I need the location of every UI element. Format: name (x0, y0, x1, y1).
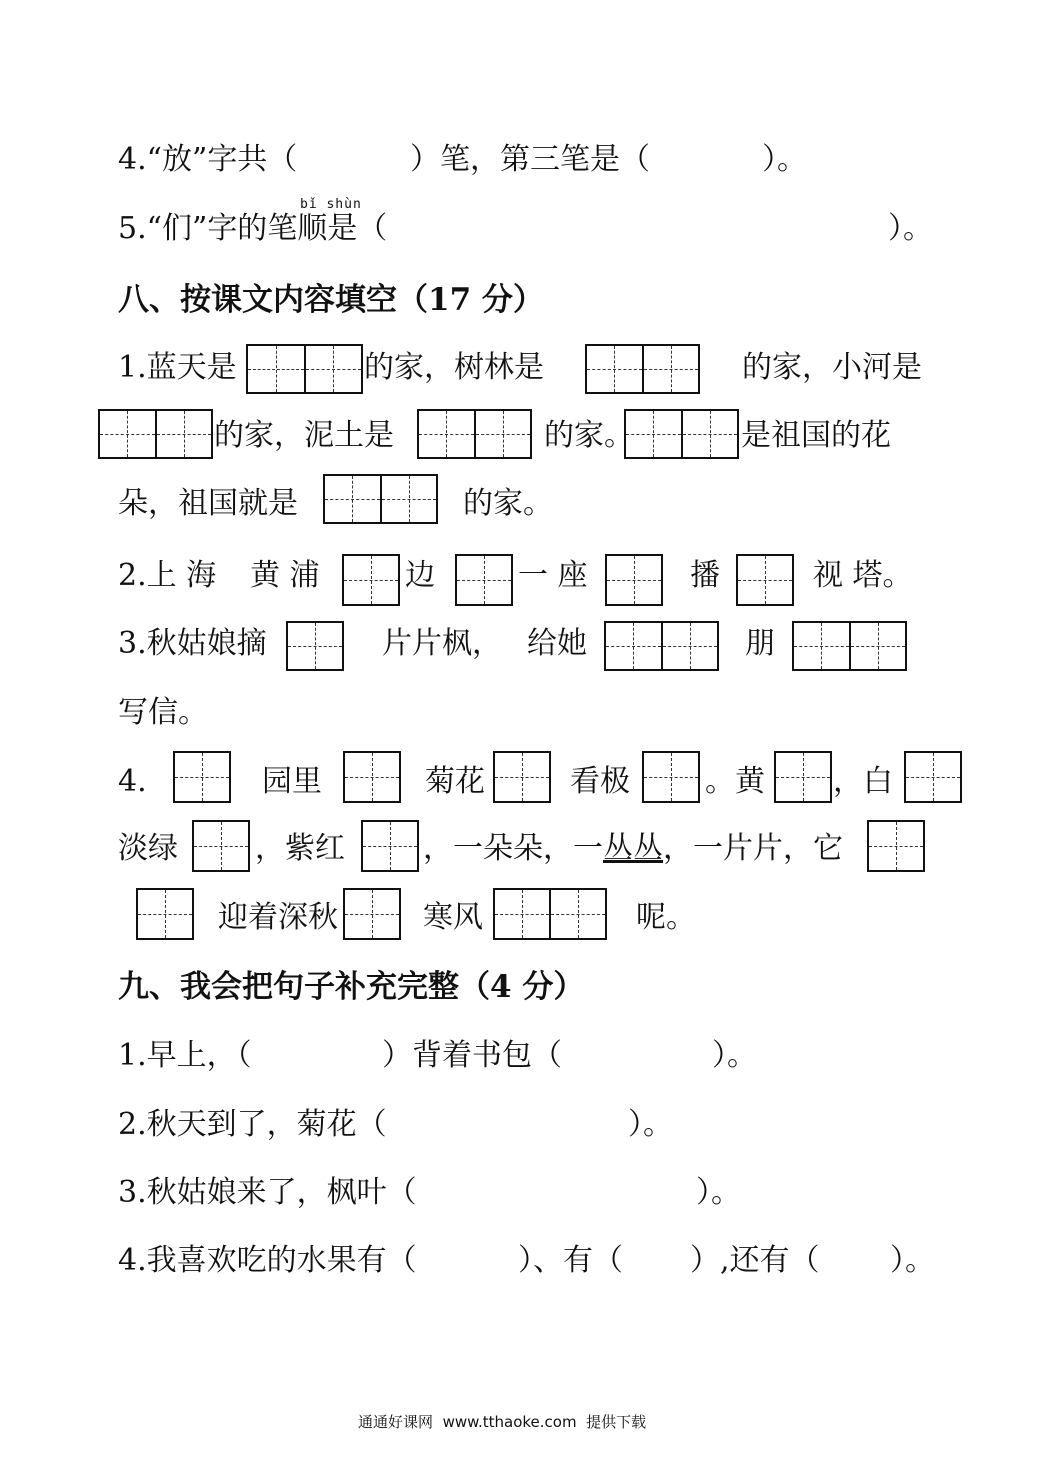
answer-box[interactable] (343, 751, 401, 803)
s9-3-text-b: ）。 (696, 1175, 741, 1210)
answer-box[interactable] (192, 820, 250, 872)
s8-3-text-b: 片片枫， (382, 626, 502, 661)
s8-4-text-e: ，白 (833, 764, 893, 799)
answer-box[interactable] (642, 751, 700, 803)
footer-site-name: 通通好课网 (358, 1413, 434, 1431)
s8-4-text-d: 。黄 (705, 764, 765, 799)
s8-2-text-c: 边 (405, 558, 435, 593)
q5-blank-close: ）。 (888, 211, 933, 246)
s8-2-text-e: 播 (690, 558, 720, 593)
s9-4-text-b: ）、有（ (518, 1243, 623, 1278)
s8-3-text-a: 3.秋姑娘摘 (118, 626, 267, 661)
answer-box[interactable] (173, 751, 231, 803)
answer-box[interactable] (736, 554, 794, 606)
s8-2-text-f: 视 塔。 (813, 558, 913, 593)
s8-4-text-f: 淡绿 (118, 831, 178, 866)
footer-url[interactable]: www.tthaoke.com (442, 1413, 577, 1431)
footer-suffix: 提供下载 (586, 1413, 647, 1431)
s8-1-text-c: 的家，小河是 (742, 350, 922, 385)
s8-1-text-g: 朵，祖国就是 (118, 486, 298, 521)
answer-grid[interactable] (792, 621, 907, 671)
s8-4-text-l: 呢。 (636, 900, 696, 935)
s8-1-text-f: 是祖国的花 (741, 418, 891, 453)
s8-2-text-d: 一 座 (518, 558, 588, 593)
s8-4-text-k: 寒风 (423, 900, 483, 935)
s8-4-text-h: ，一朵朵，一丛丛，一片片，它 (423, 831, 843, 866)
answer-box[interactable] (867, 820, 925, 872)
answer-box[interactable] (342, 554, 400, 606)
q5-pinyin: bǐ shùn (300, 197, 362, 212)
underlined-word: 丛丛 (603, 831, 663, 866)
q4-blank2-close: ）。 (762, 142, 807, 177)
answer-grid[interactable] (417, 409, 532, 459)
s9-2-text-a: 2.秋天到了，菊花（ (118, 1107, 387, 1142)
s8-3-text-d: 朋 (745, 626, 775, 661)
q4-blank1-close: ）笔，第三笔是（ (410, 142, 650, 177)
answer-box[interactable] (343, 888, 401, 940)
s8-1-text-a: 1.蓝天是 (118, 350, 237, 385)
answer-box[interactable] (361, 820, 419, 872)
s8-2-text-a: 2.上 海 (118, 558, 217, 593)
section8-heading: 八、按课文内容填空（17 分） (118, 282, 544, 318)
s8-4-text-b: 菊花 (425, 764, 485, 799)
answer-box[interactable] (904, 751, 962, 803)
s9-4-text-d: ）。 (890, 1243, 935, 1278)
q5-line: 5.“们”字的笔顺是（ (118, 211, 388, 246)
s9-2-text-b: ）。 (628, 1107, 673, 1142)
s8-1-text-d: 的家，泥土是 (214, 418, 394, 453)
section9-heading: 九、我会把句子补充完整（4 分） (118, 969, 585, 1005)
answer-grid[interactable] (624, 409, 739, 459)
answer-grid[interactable] (604, 621, 719, 671)
s8-3-text-e: 写信。 (118, 695, 208, 730)
answer-box[interactable] (136, 888, 194, 940)
s9-1-text-c: ）。 (712, 1038, 757, 1073)
s9-4-text-c: ）,还有（ (690, 1243, 820, 1278)
s8-1-text-b: 的家，树林是 (364, 350, 544, 385)
answer-box[interactable] (605, 554, 663, 606)
answer-box[interactable] (286, 621, 344, 671)
answer-grid[interactable] (493, 888, 607, 940)
s9-3-text-a: 3.秋姑娘来了，枫叶（ (118, 1175, 417, 1210)
answer-grid[interactable] (323, 474, 438, 524)
s9-4-text-a: 4.我喜欢吃的水果有（ (118, 1243, 417, 1278)
s8-1-text-e: 的家。 (544, 418, 634, 453)
s8-4-text-j: 迎着深秋 (218, 900, 338, 935)
s8-4-num: 4. (118, 764, 147, 799)
s8-4-text-g: ，紫红 (255, 831, 345, 866)
answer-grid[interactable] (98, 409, 213, 459)
s8-2-text-b: 黄 浦 (250, 558, 320, 593)
q4-line: 4.“放”字共（ (118, 142, 298, 177)
answer-grid[interactable] (585, 344, 700, 394)
footer (358, 1413, 646, 1431)
s8-4-text-a: 园里 (262, 764, 322, 799)
s9-1-text-a: 1.早上，（ (118, 1038, 252, 1073)
s8-3-text-c: 给她 (527, 626, 587, 661)
s8-4-text-c: 看极 (570, 764, 630, 799)
answer-grid[interactable] (246, 344, 363, 394)
answer-box[interactable] (774, 751, 832, 803)
answer-box[interactable] (493, 751, 551, 803)
s8-1-text-h: 的家。 (463, 486, 553, 521)
s9-1-text-b: ）背着书包（ (382, 1038, 562, 1073)
answer-box[interactable] (455, 554, 513, 606)
